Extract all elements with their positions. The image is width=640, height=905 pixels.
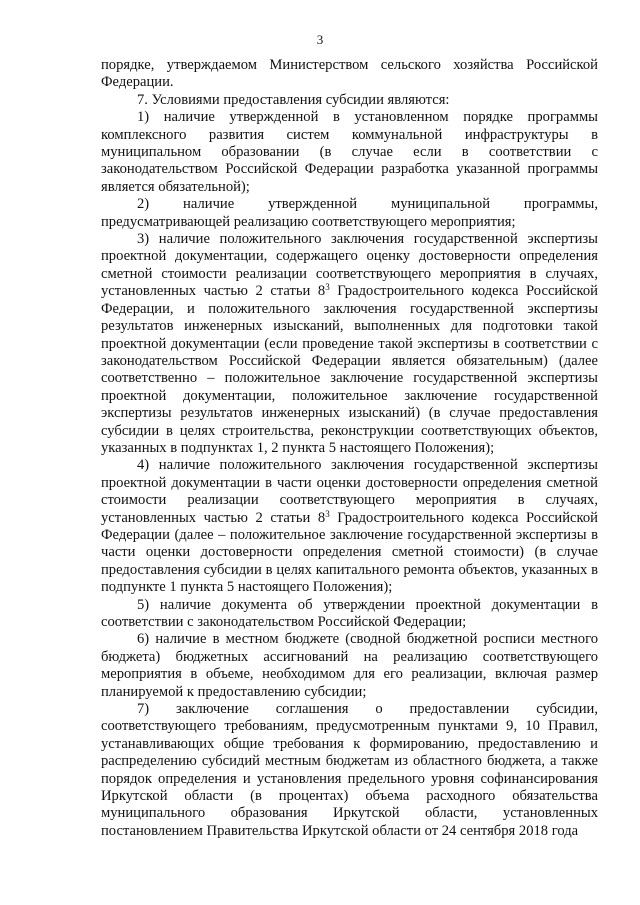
superscript: 3	[325, 282, 330, 293]
superscript: 3	[325, 508, 330, 519]
condition-6: 6) наличие в местном бюджете (сводной бюджетной росписи местного бюджета) бюджетных ассигнований на реализацию соответствующего мероприятия в объеме, необходимом для его реализации, включая размер планируемой к предоставлению субсидии;	[101, 631, 598, 700]
condition-1: 1) наличие утвержденной в установленном порядке программы комплексного развития систем коммунальной инфраструктуры в муниципальном образовании (в случае если в соответствии с законодательством Российской Федерации разработка указанной программы является обязательной);	[101, 109, 598, 195]
condition-3-part-a: 3) наличие положительного заключения государственной экспертизы проектной документации, содержащего оценку достоверности определения сметной стоимости реализации соответствующего мероприятия в случаях, установленных частью 2 статьи 8	[101, 231, 598, 300]
condition-3-part-b: Градостроительного кодекса Российской Федерации, и положительного заключения государственной экспертизы результатов инженерных изысканий, выполненных для подготовки такой проектной документации (если проведение такой экспертизы в соответствии с законодательством Российской Федерации является обязательным) (далее соответственно – положительное заключение государственной экспертизы проектной документации, положительное заключение государственной экспертизы результатов инженерных изысканий) (в случае предоставления субсидии в целях строительства, реконструкции соответствующих объектов, указанных в подпунктах 1, 2 пункта 5 настоящего Положения);	[101, 283, 598, 456]
condition-7: 7) заключение соглашения о предоставлении субсидии, соответствующего требованиям, предусмотренным пунктами 9, 10 Правил, устанавливающих общие требования к формированию, предоставлению и распределению субсидий местным бюджетам из областного бюджета, а также порядок определения и установления предельного уровня софинансирования Иркутской области (в процентах) объема расходного обязательства муниципального образования Иркутской области, установленных постановлением Правительства Иркутской области от 24 сентября 2018 года	[101, 701, 598, 839]
condition-4-part-b: Градостроительного кодекса Российской Федерации (далее – положительное заключение государственной экспертизы в части оценки достоверности определения сметной стоимости) (в случае предоставления субсидии в целях капитального ремонта объектов, указанных в подпункте 1 пункта 5 настоящего Положения);	[101, 509, 598, 596]
paragraph-continuation: порядке, утверждаемом Министерством сельского хозяйства Российской Федерации.	[101, 57, 598, 91]
condition-3	[101, 231, 598, 457]
condition-2: 2) наличие утвержденной муниципальной программы, предусматривающей реализацию соответствующего мероприятия;	[101, 196, 598, 230]
document-body	[101, 57, 598, 840]
clause-7-heading: 7. Условиями предоставления субсидии являются:	[137, 91, 450, 108]
page-number: 3	[316, 32, 324, 47]
condition-4-part-a: 4) наличие положительного заключения государственной экспертизы проектной документации в части оценки достоверности определения сметной стоимости реализации соответствующего мероприятия в случаях, установленных частью 2 статьи 8	[101, 457, 598, 526]
condition-5: 5) наличие документа об утверждении проектной документации в соответствии с законодательством Российской Федерации;	[101, 596, 598, 630]
condition-4	[101, 457, 598, 596]
